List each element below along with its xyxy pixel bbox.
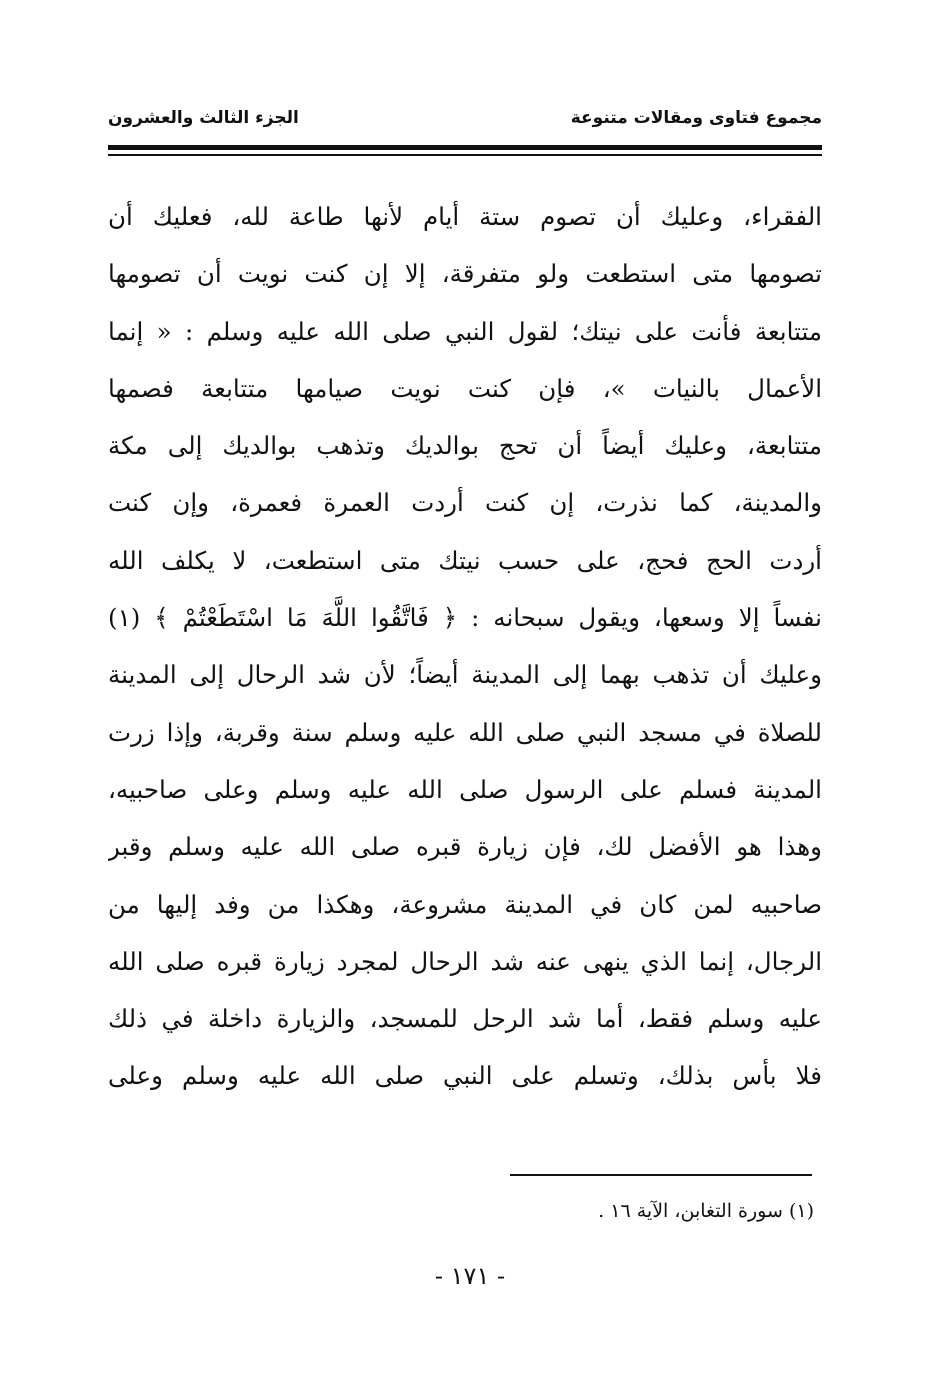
page-number: - ١٧١ - [434,1262,506,1290]
text-line: صاحبيه لمن كان في المدينة مشروعة، وهكذا من وفد إليها من [108,889,822,919]
header-rule-thick [108,145,822,150]
text-line: الأعمال بالنيات »، فإن كنت نويت صيامها متتابعة فصمها [108,373,822,403]
text-line: وهذا هو الأفضل لك، فإن زيارة قبره صلى الله عليه وسلم وقبر [108,832,822,862]
running-header [108,108,822,142]
text-line: متتابعة، وعليك أيضاً أن تحج بوالديك وتذهب بوالديك إلى مكة [108,431,822,461]
footnote-separator [510,1174,812,1176]
text-line: متتابعة فأنت على نيتك؛ لقول النبي صلى الله عليه وسلم : « إنما [108,316,822,346]
text-line: الفقراء، وعليك أن تصوم ستة أيام لأنها طاعة لله، فعليك أن [108,202,822,231]
footnote: (١) سورة التغابن، الآية ١٦ . [598,1200,814,1222]
text-line: الرجال، إنما الذي ينهى عنه شد الرحال لمجرد زيارة قبره صلى الله [108,946,822,976]
text-line: عليه وسلم فقط، أما شد الرحل للمسجد، والزيارة داخلة في ذلك [108,1004,822,1034]
text-line: نفساً إلا وسعها، ويقول سبحانه : ﴿ فَاتَّقُوا اللَّهَ مَا اسْتَطَعْتُمْ ﴾ (١) [108,603,822,633]
text-line: أردت الحج فحج، على حسب نيتك متى استطعت، لا يكلف الله [108,545,822,575]
text-line: للصلاة في مسجد النبي صلى الله عليه وسلم سنة وقربة، وإذا زرت [108,717,822,747]
book-title: مجموع فتاوى ومقالات متنوعة [570,108,822,128]
header-rule-thin [108,154,822,156]
volume-label: الجزء الثالث والعشرون [108,108,299,128]
text-line: وعليك أن تذهب بهما إلى المدينة أيضاً؛ لأن شد الرحال إلى المدينة [108,660,822,690]
text-line: والمدينة، كما نذرت، إن كنت أردت العمرة فعمرة، وإن كنت [108,488,822,518]
text-line: فلا بأس بذلك، وتسلم على النبي صلى الله عليه وسلم وعلى [108,1061,822,1091]
text-line: المدينة فسلم على الرسول صلى الله عليه وسلم وعلى صاحبيه، [108,774,822,804]
text-line: تصومها متى استطعت ولو متفرقة، إلا إن كنت نويت أن تصومها [108,259,822,289]
body-text [108,188,822,1105]
